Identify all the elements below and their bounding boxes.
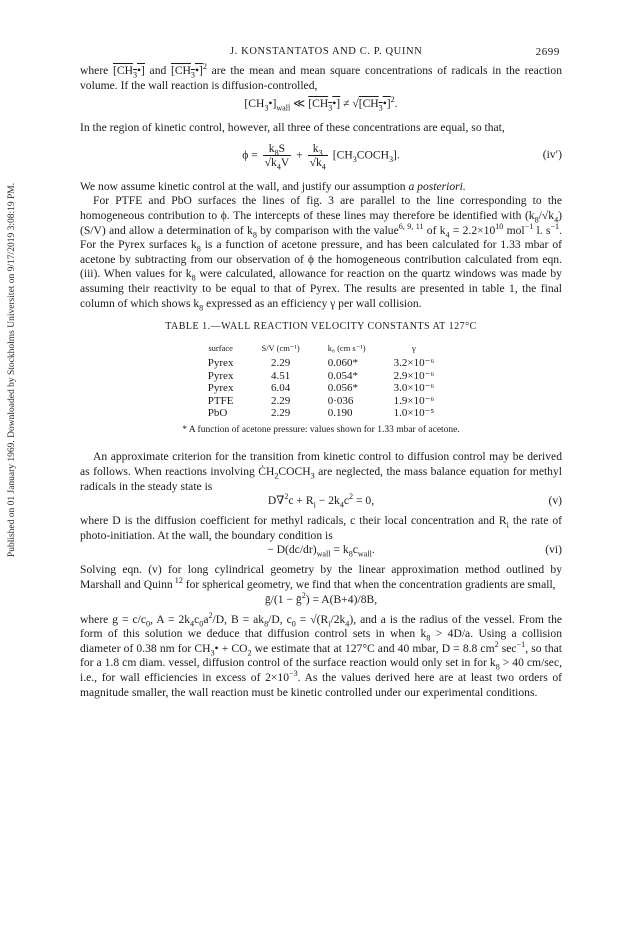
text: 2 <box>301 590 306 600</box>
text: 10 <box>495 221 504 231</box>
text: a <box>203 612 209 626</box>
text: 4 <box>345 618 350 628</box>
text: We now assume kinetic control at the wall, and justify our assumption <box>80 179 409 193</box>
text: 2 <box>247 648 252 658</box>
text: 8 <box>348 549 353 559</box>
table-footnote: * A function of acetone pressure: values shown for 1.33 mbar of acetone. <box>182 424 460 435</box>
table-cell: 0.054* <box>327 369 358 382</box>
paragraph-conclusion <box>80 610 563 701</box>
table-row <box>194 370 448 383</box>
text: . <box>371 543 375 557</box>
equation-iv: ϕ = $\frac{k_8S}{√k_4V}$ + $\frac{k_3}{√k_4}$ $[CH_3COCH_3]$. (iv′) <box>242 141 562 172</box>
text: . As the values derived here are at least two orders of magnitude smaller, the wall reaction must be kinetic controlled under our experimental conditions. <box>80 670 562 699</box>
text: i <box>313 500 316 510</box>
text: [CH <box>308 97 329 111</box>
text: [CH <box>358 97 379 111</box>
text: wall <box>316 549 331 559</box>
paragraph-transition-criterion: An approximate criterion for the transition from kinetic control to diffusion control may be derived as follows. When reactions involving $ĊH_2COCH_3$ are neglected, the mass balance equation for methyl radicals in the steady state is <box>80 450 562 493</box>
publication-notice <box>4 150 20 590</box>
column-header: k₈ (cm s⁻¹) <box>327 342 366 353</box>
text: by comparison with the value <box>256 223 399 237</box>
text: ), and a is the radius of the vessel. From the form of this solution we deduce that diffusion control sets in when k <box>80 612 563 641</box>
page-number: 2699 <box>535 46 560 58</box>
text: For PTFE and PbO surfaces the lines of fig. 3 are parallel to the line corresponding to the homogeneous contribution to ϕ. The intercepts of these lines may therefore be identified with (k <box>80 194 562 222</box>
text: ḡ/(1 − ḡ <box>264 592 302 606</box>
text: were calculated, allowance for reaction on the quartz windows was made by assuming their reactivity to be equal to that of Pyrex. The results are presented in table 1, the final column of which shows k <box>80 267 562 310</box>
text: −1 <box>524 221 534 231</box>
text: i <box>328 618 331 628</box>
mean-concentration: $[CH_3•]$ <box>112 64 145 80</box>
equation-number: (v) <box>548 494 562 508</box>
text: 2 <box>349 492 354 502</box>
text: the rate of photo-initiation. At the wall, the boundary condition is <box>80 514 562 542</box>
column-header: surface <box>208 342 233 353</box>
text: mol <box>503 223 525 237</box>
table-cell: 0·036 <box>327 394 354 407</box>
text: • + CO <box>214 641 248 655</box>
text: c <box>194 612 200 626</box>
table-title: TABLE 1.—WALL REACTION VELOCITY CONSTANTS AT 127°C <box>165 321 477 333</box>
text: 0 <box>199 618 204 628</box>
text: = 2.2×10 <box>449 223 496 237</box>
text: [CH <box>244 97 265 111</box>
table-cell: 0.060* <box>327 357 358 370</box>
text: [CH <box>332 148 353 162</box>
table-cell: 6.04 <box>270 382 291 395</box>
text: . For the Pyrex surfaces k <box>80 223 562 252</box>
text: 12 <box>172 576 183 586</box>
text: 3 <box>210 648 215 658</box>
text: /D, c <box>268 612 292 626</box>
text: where <box>80 64 113 77</box>
text: . <box>394 97 398 111</box>
paragraph-solution-method <box>80 563 562 592</box>
text: S <box>278 141 286 155</box>
text: •] <box>137 64 145 77</box>
table-row <box>194 395 448 408</box>
table-row <box>194 357 448 370</box>
text: wall <box>357 549 372 559</box>
text: where g = c/c <box>80 612 147 626</box>
text: √k <box>309 155 322 169</box>
text: ϕ = <box>242 148 261 162</box>
table-header-row <box>194 341 448 358</box>
equation-v <box>80 494 562 514</box>
text: l. s <box>533 223 551 237</box>
text: ≪ <box>290 97 309 111</box>
text: •] <box>382 97 391 111</box>
table-cell: 3.0×10⁻⁶ <box>393 382 435 395</box>
paragraph-mean-concentrations: where $[CH_3•]$ and $[CH_3•]^2$ are the mean and mean square concentrations of radicals in the reaction volume. If the wall reaction is diffusion-controlled, <box>80 62 562 92</box>
mean-square-concentration: $[CH_3•]$ <box>170 64 203 80</box>
text: V <box>280 155 290 169</box>
text: c + R <box>288 494 314 508</box>
text: [CH <box>170 64 191 77</box>
text: COCH <box>278 465 311 478</box>
paragraph-ptfe-pbo: For PTFE and PbO surfaces the lines of fig. 3 are parallel to the line corresponding to the homogeneous contribution to ϕ. The intercepts of these lines may therefore be identified with $(k_8/√k_4)$ (S/V) and allow a determination of $k_8$ by comparison with the value$^{6, 9, 11}$ of $k_4 = 2.2\times 10^{10}$ mol$^{-1}$ l. $s^{-1}$. For the Pyrex surfaces $k_8$ is a function of acetone pressure, and has been calculated for 1.33 mbar of acetone by subtracting from our observation of ϕ the homogeneous contribution calculated from eqn. (iii). When values for $k_8$ were calculated, allowance for reaction on the quartz windows was made by assuming their reactivity to be equal to that of Pyrex. The results are presented in table 1, the final column of which shows $k_8$ expressed as an efficiency γ per wall collision. <box>80 194 562 312</box>
text: /2k <box>330 612 346 626</box>
text: 2 <box>494 639 499 649</box>
text: are neglected, the mass balance equation for methyl radicals in the steady state is <box>80 465 562 493</box>
text: ) = A(B+4)/8B, <box>305 592 378 606</box>
text: = √(R <box>295 612 329 626</box>
text: −3 <box>289 669 298 679</box>
text: i <box>506 520 509 530</box>
text: 8 <box>264 618 269 628</box>
article-body <box>80 64 562 700</box>
text: = 0, <box>353 494 375 508</box>
text: and <box>144 64 171 77</box>
text: An approximate criterion for the transition from kinetic control to diffusion control may be derived as follows. When reactions involving ĊH <box>80 450 562 478</box>
table-cell: Pyrex <box>207 357 234 370</box>
table-row <box>194 382 448 395</box>
text: k <box>268 141 275 155</box>
table-cell: PTFE <box>207 394 234 407</box>
table-cell: 3.2×10⁻⁶ <box>393 357 435 370</box>
text: −1 <box>550 221 560 231</box>
text: for spherical geometry, we find that when the concentration gradients are small, <box>182 577 556 591</box>
paragraph-diffusion-definitions <box>80 514 562 543</box>
text: ) (S/V) and allow a determination of k <box>80 208 562 237</box>
text: 2 <box>208 610 213 620</box>
equation-vi <box>80 543 562 563</box>
text: 8 <box>495 662 500 672</box>
table-cell: 0.190 <box>327 407 353 420</box>
table-cell: 4.51 <box>270 369 291 382</box>
text: •] <box>268 97 277 111</box>
publication-notice-text: Published on 01 January 1969. Downloaded by Stockholms Universitet on 9/17/2019 3:08:19 PM. <box>7 182 17 558</box>
text: , so that for a 1.8 cm diam. vessel, diffusion control of the surface reaction would only set in for k <box>80 641 563 670</box>
text: 6, 9, 11 <box>398 221 424 231</box>
text: − D(dc/dr) <box>267 543 317 557</box>
fraction-surface-term: $\frac{k_8S}{√k_4V}$ <box>264 141 290 172</box>
paragraph-wall-kinetics <box>80 180 562 195</box>
text: 4 <box>339 500 344 510</box>
table-cell: 1.9×10⁻⁶ <box>393 394 435 407</box>
running-header <box>82 46 560 62</box>
table-cell: 2.29 <box>270 357 291 370</box>
text: sec <box>498 641 517 655</box>
text: is a function of acetone pressure, and has been calculated for 1.33 mbar of acetone by subtracting from our observation of ϕ the homogeneous contribution calculated from eqn. (iii). When values for k <box>80 238 562 281</box>
equation-number: (vi) <box>545 543 562 557</box>
equation-g <box>80 590 562 613</box>
text: > 40 cm/sec, i.e., for wall efficiencies in excess of 2×10 <box>80 656 562 684</box>
text: /√k <box>538 208 555 222</box>
text: /D, B = ak <box>212 612 265 626</box>
text: 8 <box>426 633 431 643</box>
equation-wall-concentration: $[CH_3•]_{wall}$ ≪ $[CH_3•]$ ≠ $√[CH_3•]^2$. <box>244 95 398 113</box>
column-header: S/V (cm⁻¹) <box>261 342 300 353</box>
table-cell: 2.9×10⁻⁶ <box>393 369 435 382</box>
text: D∇ <box>267 494 285 508</box>
table-cell: 0.056* <box>327 382 358 395</box>
text: c <box>352 543 358 557</box>
table-cell: Pyrex <box>207 382 234 395</box>
text: + <box>296 148 306 162</box>
text: where D is the diffusion coefficient for methyl radicals, c their local concentration and R <box>80 514 507 528</box>
paragraph-kinetic-control: In the region of kinetic control, however, all three of these concentrations are equal, so that, <box>80 121 505 135</box>
text: k <box>312 141 319 155</box>
text: 0 <box>146 618 151 628</box>
text: = k <box>330 543 349 557</box>
text: , A = 2k <box>150 612 191 626</box>
wall-reaction-table <box>194 341 448 420</box>
text: •] <box>194 64 203 77</box>
text: [CH <box>112 64 133 77</box>
table-row <box>194 407 448 420</box>
text: 0 <box>291 618 296 628</box>
header-authors: J. KONSTANTATOS AND C. P. QUINN <box>230 46 423 57</box>
text: of k <box>423 223 446 237</box>
text: COCH <box>356 148 389 162</box>
text: expressed as an efficiency γ per wall collision. <box>203 296 422 310</box>
table-cell: 1.0×10⁻⁵ <box>393 407 435 420</box>
text: wall <box>276 103 291 113</box>
table-cell: Pyrex <box>207 369 234 382</box>
text: c <box>343 494 350 508</box>
text: ≠ √ <box>340 97 359 111</box>
table-cell: PbO <box>207 407 228 420</box>
text: are the mean and mean square concentrations of radicals in the reaction volume. If the wall reaction is diffusion-controlled, <box>80 64 562 92</box>
text: a posteriori. <box>408 179 466 193</box>
column-header: γ <box>412 342 416 353</box>
text: ]. <box>393 148 400 162</box>
text: √k <box>264 155 277 169</box>
text: we estimate that at 127°C and 40 mbar, D = 8.8 cm <box>251 641 495 655</box>
text: 4 <box>190 618 195 628</box>
text: − 2k <box>315 494 340 508</box>
equation-number: (iv′) <box>542 147 562 161</box>
text: •] <box>332 97 341 111</box>
text: > 4D/a. Using a collision diameter of 0.38 nm for CH <box>80 627 562 655</box>
text: 2 <box>284 492 289 502</box>
text: −1 <box>516 639 526 649</box>
table-cell: 2.29 <box>270 407 291 420</box>
text: Solving eqn. (v) for long cylindrical geometry by the linear approximation method outlined by Marshall and Quinn <box>80 563 562 591</box>
fraction-homogeneous-term: $\frac{k_3}{√k_4}$ <box>309 141 326 172</box>
table-cell: 2.29 <box>270 394 291 407</box>
